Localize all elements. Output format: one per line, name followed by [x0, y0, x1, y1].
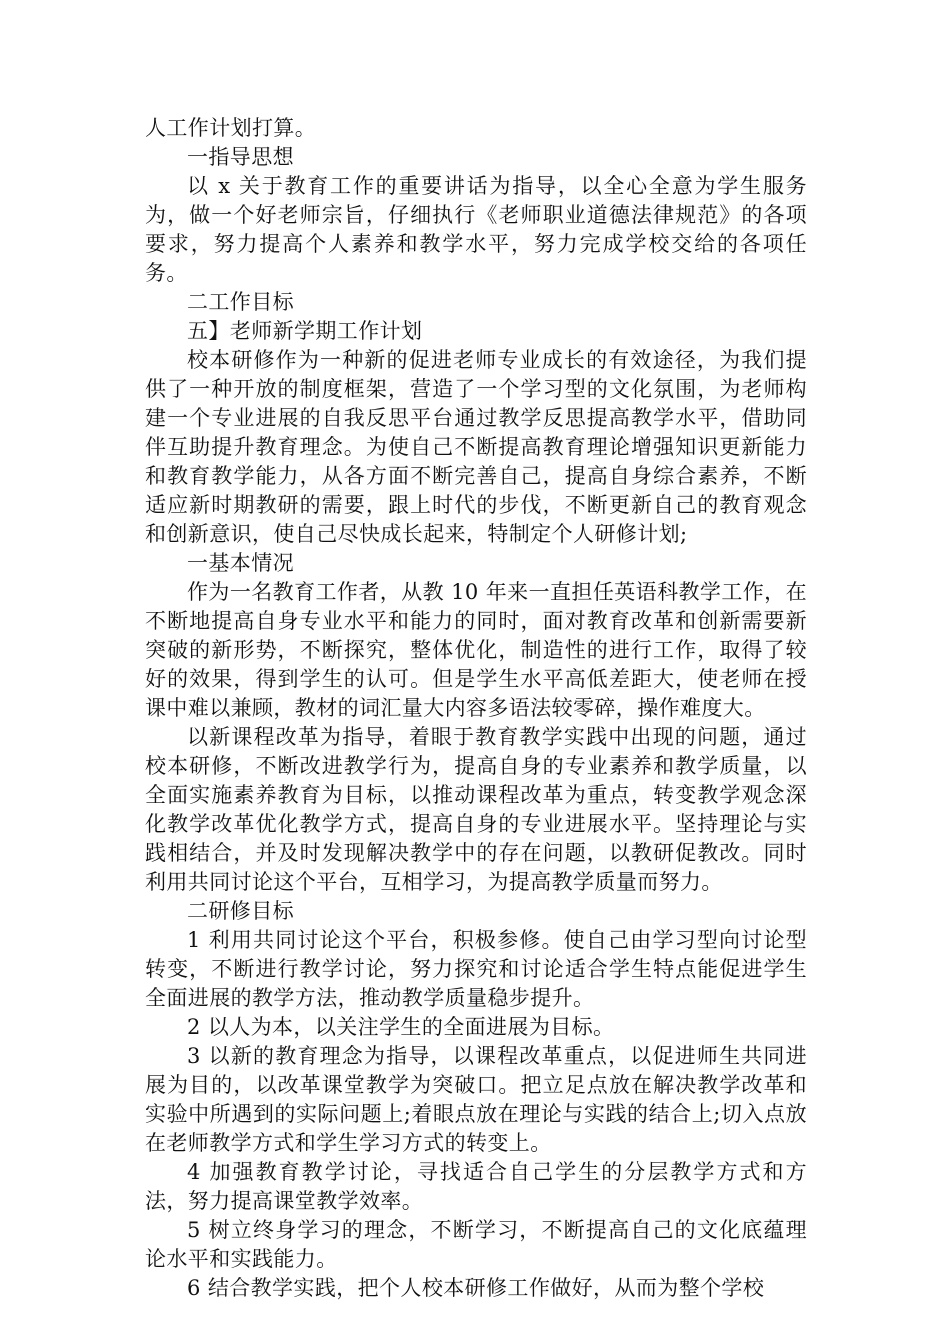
- heading-research-goal: 二研修目标: [187, 899, 294, 923]
- heading-new-semester-plan: 五】老师新学期工作计划: [187, 319, 423, 343]
- paragraph-9: 以新课程改革为指导，着眼于教育教学实践中出现的问题，通过校本研修，不断改进教学行为，提高自身的专业素养和教学质量，以全面实施素养教育为目标，以推动课程改革为重点，转变教学观念深化教学改革优化教学方式，提高自身的专业进展水平。坚持理论与实践相结合，并及时发现解决教学中的存在问题，以教研促教改。同时利用共同讨论这个平台，互相学习，为提高教学质量而努力。: [145, 725, 807, 894]
- list-item-6: 6 结合教学实践，把个人校本研修工作做好，从而为整个学校: [187, 1276, 765, 1300]
- list-item-5: 5 树立终身学习的理念，不断学习，不断提高自己的文化底蕴理论水平和实践能力。: [145, 1218, 807, 1271]
- list-item-1: 1 利用共同讨论这个平台，积极参修。使自己由学习型向讨论型转变，不断进行教学讨论，努力探究和讨论适合学生特点能促进学生全面进展的教学方法，推动教学质量稳步提升。: [145, 928, 807, 1010]
- list-item-3: 3 以新的教育理念为指导，以课程改革重点，以促进师生共同进展为目的，以改革课堂教学为突破口。把立足点放在解决教学改革和实验中所遇到的实际问题上;着眼点放在理论与实践的结合上;切入点放在老师教学方式和学生学习方式的转变上。: [145, 1044, 807, 1155]
- heading-basic-situation: 一基本情况: [187, 551, 294, 575]
- heading-work-goal: 二工作目标: [187, 290, 294, 314]
- paragraph-3: 以 x 关于教育工作的重要讲话为指导，以全心全意为学生服务为，做一个好老师宗旨，仔细执行《老师职业道德法律规范》的各项要求，努力提高个人素养和教学水平，努力完成学校交给的各项任务。: [145, 174, 807, 285]
- paragraph-6: 校本研修作为一种新的促进老师专业成长的有效途径，为我们提供了一种开放的制度框架，营造了一个学习型的文化氛围，为老师构建一个专业进展的自我反思平台通过教学反思提高教学水平，借助同伴互助提升教育理念。为使自己不断提高教育理论增强知识更新能力和教育教学能力，从各方面不断完善自己，提高自身综合素养，不断适应新时期教研的需要，跟上时代的步伐，不断更新自己的教育观念和创新意识，使自己尽快成长起来，特制定个人研修计划;: [145, 348, 807, 546]
- document-body: [145, 114, 807, 1303]
- list-item-4: 4 加强教育教学讨论，寻找适合自己学生的分层教学方式和方法，努力提高课堂教学效率。: [145, 1160, 807, 1213]
- heading-guiding-thought: 一指导思想: [187, 145, 294, 169]
- list-item-2: 2 以人为本，以关注学生的全面进展为目标。: [187, 1015, 615, 1039]
- paragraph-8: 作为一名教育工作者，从教 10 年来一直担任英语科教学工作，在不断地提高自身专业水平和能力的同时，面对教育改革和创新需要新突破的新形势，不断探究，整体优化，制造性的进行工作，取得了较好的效果，得到学生的认可。但是学生水平高低差距大，使老师在授课中难以兼顾，教材的词汇量大内容多语法较零碎，操作难度大。: [145, 580, 807, 720]
- paragraph-1: 人工作计划打算。: [145, 116, 317, 140]
